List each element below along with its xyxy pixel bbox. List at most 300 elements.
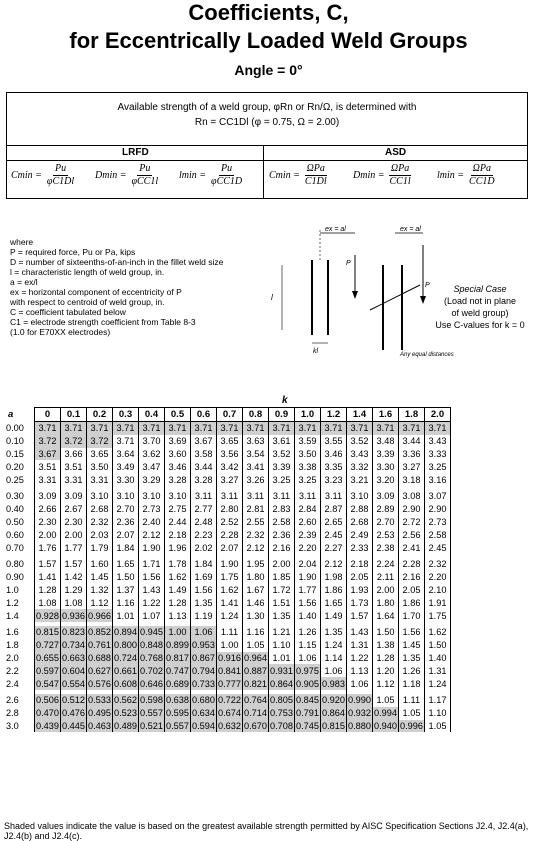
coefficient-cell: 1.50 bbox=[425, 639, 451, 652]
coefficient-cell: 1.28 bbox=[35, 584, 61, 597]
asd-fraction bbox=[303, 163, 329, 188]
coefficient-cell: 3.71 bbox=[35, 422, 61, 435]
coefficient-cell: 0.821 bbox=[244, 678, 267, 689]
coefficient-cell: 1.29 bbox=[61, 584, 87, 597]
coefficient-cell: 1.65 bbox=[321, 596, 347, 609]
coefficient-cell: 0.815 bbox=[36, 627, 59, 638]
coefficient-cell: 0.848 bbox=[140, 640, 163, 651]
coefficient-cell: 0.463 bbox=[88, 720, 111, 731]
coefficient-cell: 1.95 bbox=[243, 558, 269, 571]
coefficient-cell: 3.27 bbox=[217, 473, 243, 486]
coefficient-cell: 2.90 bbox=[399, 503, 425, 516]
coefficient-cell: 3.60 bbox=[165, 448, 191, 461]
coefficient-cell: 1.22 bbox=[139, 596, 165, 609]
coefficient-cell: 1.72 bbox=[269, 584, 295, 597]
footnote: Shaded values indicate the value is based on the greatest available strength permitted by AISC Specification Sections J2.4, J2.4(a), J2.4(b) and J2.4(c). bbox=[4, 821, 529, 841]
coefficient-cell: 1.90 bbox=[139, 541, 165, 554]
coefficient-cell: 2.00 bbox=[269, 558, 295, 571]
table-row bbox=[4, 639, 451, 652]
coefficient-cell: 3.28 bbox=[165, 473, 191, 486]
k-value-header: 0.7 bbox=[217, 408, 243, 422]
coefficient-cell: 0.966 bbox=[88, 610, 111, 621]
coefficient-cell: 3.09 bbox=[61, 490, 87, 503]
coefficient-cell: 3.47 bbox=[139, 460, 165, 473]
coefficient-cell: 0.845 bbox=[296, 695, 319, 706]
coefficient-cell: 2.00 bbox=[373, 584, 399, 597]
coefficient-cell: 1.05 bbox=[399, 707, 425, 720]
coefficient-cell: 2.40 bbox=[139, 516, 165, 529]
coefficient-cell: 2.27 bbox=[321, 541, 347, 554]
coefficient-cell: 3.35 bbox=[321, 460, 347, 473]
a-value-cell: 0.90 bbox=[6, 572, 24, 583]
lrfd-header: LRFD bbox=[122, 147, 149, 158]
coefficient-cell: 0.445 bbox=[62, 720, 85, 731]
coefficient-cell: 0.936 bbox=[62, 610, 85, 621]
l-label: l bbox=[271, 293, 273, 302]
coefficient-cell: 2.23 bbox=[191, 528, 217, 541]
coefficient-cell: 1.84 bbox=[113, 541, 139, 554]
k-value-header: 1.6 bbox=[373, 408, 399, 422]
coefficient-cell: 1.24 bbox=[425, 677, 451, 690]
k-header: k bbox=[282, 395, 288, 406]
k-value-header: 0.1 bbox=[61, 408, 87, 422]
coefficient-cell: 3.11 bbox=[243, 490, 269, 503]
coefficient-cell: 3.71 bbox=[243, 422, 269, 435]
coefficient-cell: 1.17 bbox=[425, 694, 451, 707]
coefficient-cell: 2.36 bbox=[269, 528, 295, 541]
coefficient-cell: 1.11 bbox=[399, 694, 425, 707]
coefficient-cell: 3.41 bbox=[243, 460, 269, 473]
coefficient-cell: 3.27 bbox=[399, 460, 425, 473]
a-value-cell: 0.25 bbox=[6, 474, 24, 485]
coefficient-cell: 3.09 bbox=[373, 490, 399, 503]
asd-numerator: ΩPa bbox=[390, 163, 410, 174]
coefficient-cell: 0.899 bbox=[166, 640, 189, 651]
k-value-header: 0.5 bbox=[165, 408, 191, 422]
intro-text-1: Available strength of a weld group, φRn or Rn/Ω, is determined with bbox=[117, 102, 417, 113]
coefficient-cell: 1.14 bbox=[321, 652, 347, 665]
coefficient-cell: 3.54 bbox=[243, 448, 269, 461]
coefficient-cell: 2.20 bbox=[425, 571, 451, 584]
coefficient-cell: 1.41 bbox=[217, 596, 243, 609]
coefficient-cell: 0.506 bbox=[36, 695, 59, 706]
coefficient-cell: 1.45 bbox=[87, 571, 113, 584]
coefficient-cell: 0.867 bbox=[192, 652, 215, 663]
weld-group-diagram bbox=[255, 225, 454, 360]
p-label-2: P bbox=[425, 282, 430, 289]
a-value-cell: 0.40 bbox=[6, 504, 24, 515]
coefficient-cell: 2.68 bbox=[87, 503, 113, 516]
table-row bbox=[4, 609, 451, 622]
coefficient-cell: 3.67 bbox=[191, 435, 217, 448]
coefficient-cell: 1.50 bbox=[373, 626, 399, 639]
coefficient-cell: 3.43 bbox=[425, 435, 451, 448]
asd-header: ASD bbox=[385, 147, 407, 158]
a-value-cell: 1.6 bbox=[6, 627, 19, 638]
coefficient-cell: 2.38 bbox=[373, 541, 399, 554]
coefficient-cell: 3.55 bbox=[321, 435, 347, 448]
coefficient-cell: 3.38 bbox=[295, 460, 321, 473]
table-row bbox=[4, 707, 451, 720]
coefficient-cell: 3.08 bbox=[399, 490, 425, 503]
coefficient-cell: 3.50 bbox=[295, 448, 321, 461]
title-line-1: Coefficients, C, bbox=[188, 0, 349, 25]
title-line-2: for Eccentrically Loaded Weld Groups bbox=[69, 28, 468, 53]
coefficient-cell: 2.55 bbox=[243, 516, 269, 529]
asd-fraction bbox=[467, 163, 497, 188]
coefficient-cell: 2.10 bbox=[425, 584, 451, 597]
coefficient-cell: 2.05 bbox=[347, 571, 373, 584]
coefficient-cell: 1.75 bbox=[217, 571, 243, 584]
coefficient-cell: 2.67 bbox=[61, 503, 87, 516]
coefficient-cell: 2.36 bbox=[113, 516, 139, 529]
coefficient-cell: 3.71 bbox=[191, 422, 217, 435]
coefficient-cell: 0.604 bbox=[62, 665, 85, 676]
coefficient-cell: 3.11 bbox=[321, 490, 347, 503]
lrfd-equation-2 bbox=[179, 163, 247, 188]
definition-line: l = characteristic length of weld group, in. bbox=[10, 267, 165, 277]
table-row bbox=[4, 435, 451, 448]
coefficient-cell: 3.26 bbox=[243, 473, 269, 486]
coefficient-cell: 0.953 bbox=[192, 640, 215, 651]
coefficient-cell: 0.594 bbox=[192, 720, 215, 731]
coefficient-cell: 3.21 bbox=[347, 473, 373, 486]
coefficient-cell: 1.43 bbox=[139, 584, 165, 597]
coefficient-cell: 0.521 bbox=[140, 720, 163, 731]
coefficient-cell: 3.28 bbox=[191, 473, 217, 486]
coefficient-cell: 3.09 bbox=[35, 490, 61, 503]
coefficient-cell: 3.11 bbox=[217, 490, 243, 503]
table-row bbox=[4, 473, 451, 486]
asd-equation-lhs: Dmin = bbox=[353, 170, 385, 181]
coefficient-cell: 0.680 bbox=[192, 695, 215, 706]
coefficient-cell: 2.04 bbox=[295, 558, 321, 571]
coefficient-cell: 1.76 bbox=[35, 541, 61, 554]
coefficient-cell: 2.02 bbox=[191, 541, 217, 554]
coefficient-cell: 0.864 bbox=[270, 678, 293, 689]
coefficient-cell: 0.940 bbox=[374, 720, 397, 731]
coefficient-cell: 1.62 bbox=[165, 571, 191, 584]
a-value-cell: 0.50 bbox=[6, 516, 24, 527]
a-value-cell: 0.70 bbox=[6, 542, 24, 553]
coefficient-cell: 1.12 bbox=[87, 596, 113, 609]
coefficient-cell: 0.864 bbox=[322, 708, 345, 719]
table-row bbox=[4, 503, 451, 516]
coefficient-cell: 0.512 bbox=[62, 695, 85, 706]
definitions-list bbox=[10, 237, 223, 337]
coefficient-cell: 3.42 bbox=[217, 460, 243, 473]
coefficient-cell: 3.39 bbox=[269, 460, 295, 473]
coefficient-cell: 1.35 bbox=[399, 652, 425, 665]
a-value-cell: 2.6 bbox=[6, 695, 19, 706]
coefficient-cell: 3.07 bbox=[425, 490, 451, 503]
coefficient-cell: 3.59 bbox=[295, 435, 321, 448]
coefficient-cell: 3.10 bbox=[139, 490, 165, 503]
coefficient-cell: 0.805 bbox=[270, 695, 293, 706]
coefficient-cell: 3.71 bbox=[321, 422, 347, 435]
coefficient-cell: 1.38 bbox=[373, 639, 399, 652]
coefficient-cell: 1.10 bbox=[269, 639, 295, 652]
table-row bbox=[4, 422, 451, 435]
coefficient-cell: 2.89 bbox=[373, 503, 399, 516]
special-case-line: of weld group) bbox=[451, 308, 509, 318]
coefficient-cell: 2.90 bbox=[425, 503, 451, 516]
coefficient-cell: 1.05 bbox=[243, 639, 269, 652]
coefficient-cell: 1.37 bbox=[113, 584, 139, 597]
table-row bbox=[4, 677, 451, 690]
k-value-header: 1.2 bbox=[321, 408, 347, 422]
coefficient-cell: 2.00 bbox=[35, 528, 61, 541]
table-row bbox=[4, 460, 451, 473]
coefficient-cell: 1.08 bbox=[35, 596, 61, 609]
lrfd-fraction bbox=[209, 163, 244, 188]
k-value-header: 0 bbox=[35, 408, 61, 422]
a-value-cell: 2.2 bbox=[6, 665, 19, 676]
formula-box bbox=[6, 92, 528, 199]
asd-fraction bbox=[387, 163, 412, 188]
coefficient-cell: 3.61 bbox=[269, 435, 295, 448]
coefficient-cell: 1.16 bbox=[243, 626, 269, 639]
coefficient-cell: 1.93 bbox=[347, 584, 373, 597]
coefficient-cell: 2.45 bbox=[321, 528, 347, 541]
coefficient-cell: 2.81 bbox=[243, 503, 269, 516]
coefficient-cell: 1.26 bbox=[295, 626, 321, 639]
coefficient-cell: 2.03 bbox=[87, 528, 113, 541]
lrfd-equation-lhs: Cmin = bbox=[11, 170, 42, 181]
k-value-header: 1.8 bbox=[399, 408, 425, 422]
equal-distances-label: Any equal distances bbox=[400, 352, 454, 358]
a-value-cell: 0.60 bbox=[6, 529, 24, 540]
asd-numerator: ΩPa bbox=[306, 163, 325, 174]
coefficient-cell: 3.36 bbox=[399, 448, 425, 461]
coefficient-cell: 2.84 bbox=[295, 503, 321, 516]
k-value-header: 0.2 bbox=[87, 408, 113, 422]
asd-denominator: C1Dl bbox=[304, 176, 327, 187]
lrfd-numerator: Pu bbox=[221, 163, 233, 174]
k-value-header: 2.0 bbox=[425, 408, 451, 422]
definition-line: P = required force, Pu or Pa, kips bbox=[10, 247, 136, 257]
coefficient-cell: 1.56 bbox=[295, 596, 321, 609]
table-row bbox=[4, 720, 451, 733]
coefficient-cell: 2.83 bbox=[269, 503, 295, 516]
coefficient-cell: 1.30 bbox=[243, 609, 269, 622]
special-case-note bbox=[425, 283, 535, 331]
coefficient-cell: 0.598 bbox=[140, 695, 163, 706]
lrfd-numerator: Pu bbox=[139, 163, 151, 174]
coefficient-cell: 2.49 bbox=[347, 528, 373, 541]
coefficient-cell: 1.78 bbox=[165, 558, 191, 571]
coefficient-cell: 1.06 bbox=[191, 626, 217, 639]
coefficient-cell: 2.53 bbox=[373, 528, 399, 541]
coefficient-cell: 2.77 bbox=[191, 503, 217, 516]
angle-label: Angle = 0° bbox=[234, 62, 303, 78]
definition-line: where bbox=[10, 237, 34, 247]
coefficient-cell: 0.562 bbox=[114, 695, 137, 706]
ex-al-label-2: ex = al bbox=[400, 226, 421, 233]
table-row bbox=[4, 448, 451, 461]
coefficient-cell: 1.31 bbox=[347, 639, 373, 652]
coefficient-cell: 1.75 bbox=[425, 609, 451, 622]
coefficient-cell: 1.18 bbox=[399, 677, 425, 690]
asd-equation-lhs: Cmin = bbox=[269, 170, 300, 181]
coefficient-cell: 1.00 bbox=[217, 639, 243, 652]
coefficient-cell: 1.41 bbox=[35, 571, 61, 584]
coefficient-cell: 2.11 bbox=[373, 571, 399, 584]
coefficient-cell: 3.71 bbox=[373, 422, 399, 435]
coefficient-cell: 3.71 bbox=[217, 422, 243, 435]
coefficient-cell: 0.627 bbox=[88, 665, 111, 676]
coefficient-cell: 0.670 bbox=[244, 720, 267, 731]
table-row bbox=[4, 584, 451, 597]
coefficient-cell: 0.632 bbox=[218, 720, 241, 731]
coefficient-cell: 2.41 bbox=[399, 541, 425, 554]
coefficient-cell: 3.10 bbox=[87, 490, 113, 503]
coefficient-cell: 1.06 bbox=[295, 652, 321, 665]
k-value-header: 1.0 bbox=[295, 408, 321, 422]
definition-line: C = coefficient tabulated below bbox=[10, 307, 126, 317]
special-case-line: (Load not in plane bbox=[443, 296, 517, 306]
table-row bbox=[4, 596, 451, 609]
coefficient-cell: 1.49 bbox=[321, 609, 347, 622]
coefficient-table bbox=[4, 407, 451, 732]
coefficient-cell: 1.08 bbox=[61, 596, 87, 609]
coefficient-cell: 2.16 bbox=[399, 571, 425, 584]
coefficient-cell: 0.470 bbox=[36, 708, 59, 719]
coefficient-cell: 0.733 bbox=[192, 678, 215, 689]
coefficient-cell: 0.753 bbox=[270, 708, 293, 719]
coefficient-cell: 1.01 bbox=[113, 609, 139, 622]
coefficient-cell: 1.06 bbox=[347, 677, 373, 690]
coefficient-cell: 1.11 bbox=[217, 626, 243, 639]
coefficient-cell: 0.916 bbox=[218, 652, 241, 663]
coefficient-cell: 3.30 bbox=[373, 460, 399, 473]
coefficient-cell: 0.688 bbox=[88, 652, 111, 663]
coefficient-cell: 3.23 bbox=[321, 473, 347, 486]
coefficient-cell: 0.533 bbox=[88, 695, 111, 706]
coefficient-cell: 3.71 bbox=[87, 422, 113, 435]
coefficient-cell: 1.80 bbox=[373, 596, 399, 609]
coefficient-cell: 0.547 bbox=[36, 678, 59, 689]
coefficient-cell: 0.702 bbox=[140, 665, 163, 676]
coefficient-cell: 2.66 bbox=[35, 503, 61, 516]
special-case-line: Use C-values for k = 0 bbox=[435, 320, 525, 330]
coefficient-cell: 1.13 bbox=[165, 609, 191, 622]
coefficient-cell: 0.608 bbox=[114, 678, 137, 689]
coefficient-cell: 0.983 bbox=[322, 678, 345, 689]
asd-numerator: ΩPa bbox=[472, 163, 491, 174]
coefficient-cell: 1.57 bbox=[347, 609, 373, 622]
lrfd-equation-lhs: lmin = bbox=[179, 170, 207, 181]
a-value-cell: 0.20 bbox=[6, 461, 24, 472]
coefficient-cell: 2.12 bbox=[243, 541, 269, 554]
coefficient-cell: 0.791 bbox=[296, 708, 319, 719]
coefficient-cell: 3.71 bbox=[425, 422, 451, 435]
coefficient-cell: 0.655 bbox=[36, 652, 59, 663]
coefficient-cell: 2.73 bbox=[139, 503, 165, 516]
lrfd-denominator: φCC1l bbox=[131, 176, 159, 187]
lrfd-denominator: φCC1D bbox=[211, 176, 243, 187]
a-value-cell: 0.10 bbox=[6, 436, 24, 447]
coefficient-cell: 3.71 bbox=[269, 422, 295, 435]
coefficient-cell: 1.56 bbox=[399, 626, 425, 639]
coefficient-cell: 0.823 bbox=[62, 627, 85, 638]
definition-line: D = number of sixteenths-of-an-inch in the fillet weld size bbox=[10, 257, 224, 267]
coefficient-cell: 0.597 bbox=[36, 665, 59, 676]
coefficient-cell: 0.634 bbox=[192, 708, 215, 719]
coefficient-cell: 0.975 bbox=[296, 665, 319, 676]
coefficient-cell: 3.31 bbox=[87, 473, 113, 486]
coefficient-cell: 0.841 bbox=[218, 665, 241, 676]
coefficient-cell: 2.24 bbox=[373, 558, 399, 571]
coefficient-cell: 0.887 bbox=[244, 665, 267, 676]
coefficient-cell: 1.90 bbox=[217, 558, 243, 571]
definition-line: ex = horizontal component of eccentricity of P bbox=[10, 287, 182, 297]
coefficient-cell: 0.817 bbox=[166, 652, 189, 663]
coefficient-cell: 1.00 bbox=[165, 626, 191, 639]
coefficient-cell: 2.45 bbox=[425, 541, 451, 554]
k-value-header: 0.9 bbox=[269, 408, 295, 422]
lrfd-equation-lhs: Dmin = bbox=[95, 170, 127, 181]
coefficient-cell: 1.05 bbox=[425, 720, 451, 733]
coefficient-cell: 1.86 bbox=[399, 596, 425, 609]
coefficient-cell: 2.30 bbox=[61, 516, 87, 529]
a-value-cell: 0.15 bbox=[6, 448, 24, 459]
coefficient-cell: 3.66 bbox=[61, 448, 87, 461]
definition-line: C1 = electrode strength coefficient from Table 8-3 bbox=[10, 317, 196, 327]
coefficient-cell: 0.800 bbox=[114, 640, 137, 651]
coefficient-cell: 1.45 bbox=[399, 639, 425, 652]
coefficient-cell: 1.13 bbox=[347, 664, 373, 677]
coefficient-cell: 2.75 bbox=[165, 503, 191, 516]
coefficient-cell: 2.80 bbox=[217, 503, 243, 516]
coefficient-cell: 3.67 bbox=[35, 448, 61, 461]
table-row bbox=[4, 558, 451, 571]
coefficient-cell: 1.49 bbox=[165, 584, 191, 597]
coefficient-cell: 0.576 bbox=[88, 678, 111, 689]
asd-equation-1 bbox=[353, 163, 416, 188]
asd-equation-0 bbox=[269, 163, 332, 188]
coefficient-cell: 2.05 bbox=[399, 584, 425, 597]
coefficient-cell: 0.714 bbox=[244, 708, 267, 719]
lrfd-equation-0 bbox=[11, 163, 79, 188]
coefficient-cell: 3.71 bbox=[61, 422, 87, 435]
coefficient-cell: 0.708 bbox=[270, 720, 293, 731]
coefficient-cell: 0.663 bbox=[62, 652, 85, 663]
a-value-cell: 1.0 bbox=[6, 584, 19, 595]
a-value-cell: 1.8 bbox=[6, 640, 19, 651]
coefficient-cell: 1.86 bbox=[321, 584, 347, 597]
coefficient-cell: 0.747 bbox=[166, 665, 189, 676]
coefficient-cell: 1.22 bbox=[347, 652, 373, 665]
coefficient-cell: 3.49 bbox=[113, 460, 139, 473]
coefficient-cell: 0.557 bbox=[140, 708, 163, 719]
a-value-cell: 1.4 bbox=[6, 610, 19, 621]
k-value-header: 1.4 bbox=[347, 408, 373, 422]
definition-line: with respect to centroid of weld group, in. bbox=[10, 297, 165, 307]
lrfd-denominator: φC1Dl bbox=[46, 176, 75, 187]
a-value-cell: 2.4 bbox=[6, 678, 19, 689]
coefficient-cell: 3.16 bbox=[425, 473, 451, 486]
coefficient-cell: 3.58 bbox=[191, 448, 217, 461]
asd-denominator: CC1l bbox=[389, 176, 411, 187]
coefficient-cell: 3.20 bbox=[373, 473, 399, 486]
coefficient-cell: 1.28 bbox=[373, 652, 399, 665]
coefficient-cell: 2.58 bbox=[269, 516, 295, 529]
coefficient-cell: 1.62 bbox=[425, 626, 451, 639]
coefficient-cell: 2.12 bbox=[321, 558, 347, 571]
coefficient-cell: 1.70 bbox=[399, 609, 425, 622]
coefficient-cell: 3.71 bbox=[113, 422, 139, 435]
